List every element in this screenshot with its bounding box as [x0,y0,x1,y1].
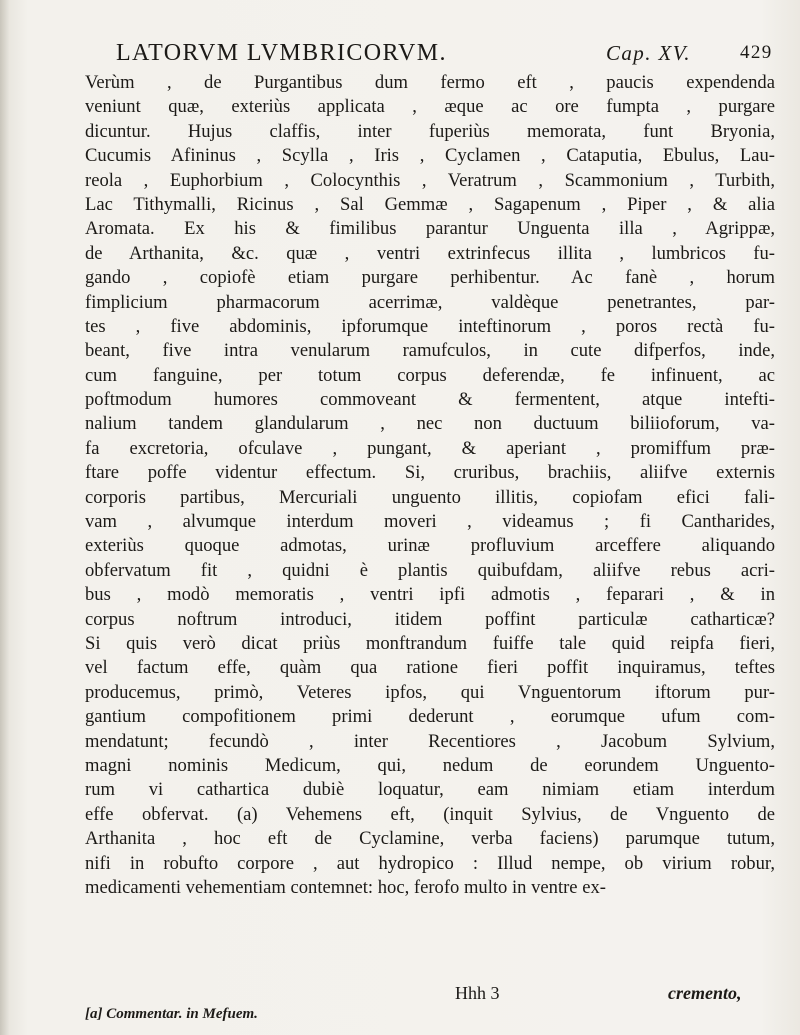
text-line: tes , five abdominis, ipforumque inteftinorum , poros rectà fu- [85,315,775,337]
text-line: Verùm , de Purgantibus dum fermo eft , paucis expendenda [85,72,775,93]
text-line: reola , Euphorbium , Colocynthis , Veratrum , Scammonium , Turbith, [85,169,775,191]
text-line: veniunt quæ, exteriùs applicata , æque ac ore fumpta , purgare [85,96,775,118]
catchword: cremento, [668,983,742,1003]
text-line: Aromata. Ex his & fimilibus parantur Unguenta illa , Agrippæ, [85,218,775,240]
running-head [116,40,776,72]
catchline [85,982,775,1004]
text-line: medicamenti vehementiam contemnet: hoc, ferofo multo in ventre ex- [85,876,606,898]
text-line: poftmodum humores commoveant & fermentent, atque intefti- [85,389,775,411]
text-line: rum vi cathartica dubiè loquatur, eam nimiam etiam interdum [85,779,775,801]
text-line: fa excretoria, ofculave , pungant, & aperiant , promiffum præ- [85,437,775,459]
footnote: [a] Commentar. in Mefuem. [85,1006,258,1022]
text-line: de Arthanita, &c. quæ , ventri extrinfecus illita , lumbricos fu- [85,242,775,264]
text-line: corpus noftrum introduci, itidem poffint particulæ catharticæ? [85,608,775,630]
text-line: gantium compofitionem primi dederunt , eorumque ufum com- [85,706,775,728]
text-line: Cucumis Afininus , Scylla , Iris , Cyclamen , Cataputia, Ebulus, Lau- [85,145,775,167]
text-line: magni nominis Medicum, qui, nedum de eorundem Unguento- [85,754,775,776]
body-text [85,71,775,900]
signature-mark: Hhh 3 [455,983,500,1003]
text-line: nifi in robufto corpore , aut hydropico : Illud nempe, ob virium robur, [85,852,775,874]
page-number: 429 [740,42,773,63]
chapter-label: Cap. XV. [606,41,691,65]
text-line: beant, five intra venularum ramufculos, in cute difperfos, inde, [85,340,775,362]
running-head-title: LATORVM LVMBRICORVM. [116,40,447,66]
text-line: corporis partibus, Mercuriali unguento illitis, copiofam efici fali- [85,486,775,508]
text-line: fimplicium pharmacorum acerrimæ, valdèque penetrantes, par- [85,291,775,313]
text-line: bus , modò memoratis , ventri ipfi admotis , feparari , & in [85,584,775,606]
page-gutter-shadow [0,0,10,1035]
text-line: cum fanguine, per totum corpus deferendæ, fe infinuent, ac [85,364,775,386]
text-line: gando , copiofè etiam purgare perhibentur. Ac fanè , horum [85,267,775,289]
text-line: producemus, primò, Veteres ipfos, qui Vnguentorum iftorum pur- [85,681,775,703]
text-line: ftare poffe videntur effectum. Si, cruribus, brachiis, aliifve externis [85,462,775,484]
text-line: nalium tandem glandularum , nec non ductuum biliioforum, va- [85,413,775,435]
text-line: vam , alvumque interdum moveri , videamus ; fi Cantharides, [85,511,775,533]
text-line: mendatunt; fecundò , inter Recentiores , Jacobum Sylvium, [85,730,775,752]
text-line: vel factum effe, quàm qua ratione fieri poffit inquiramus, teftes [85,657,775,679]
text-line: dicuntur. Hujus claffis, inter fuperiùs memorata, funt Bryonia, [85,120,775,142]
text-line: Lac Tithymalli, Ricinus , Sal Gemmæ , Sagapenum , Piper , & alia [85,193,775,215]
text-line: exteriùs quoque admotas, urinæ profluvium arceffere aliquando [85,535,775,557]
text-line: effe obfervat. (a) Vehemens eft, (inquit Sylvius, de Vnguento de [85,803,775,825]
text-line: Arthanita , hoc eft de Cyclamine, verba faciens) parumque tutum, [85,828,775,850]
text-line: obfervatum fit , quidni è plantis quibufdam, aliifve rebus acri- [85,559,775,581]
text-line: Si quis verò dicat priùs monftrandum fuiffe tale quid reipfa fieri, [85,632,775,654]
